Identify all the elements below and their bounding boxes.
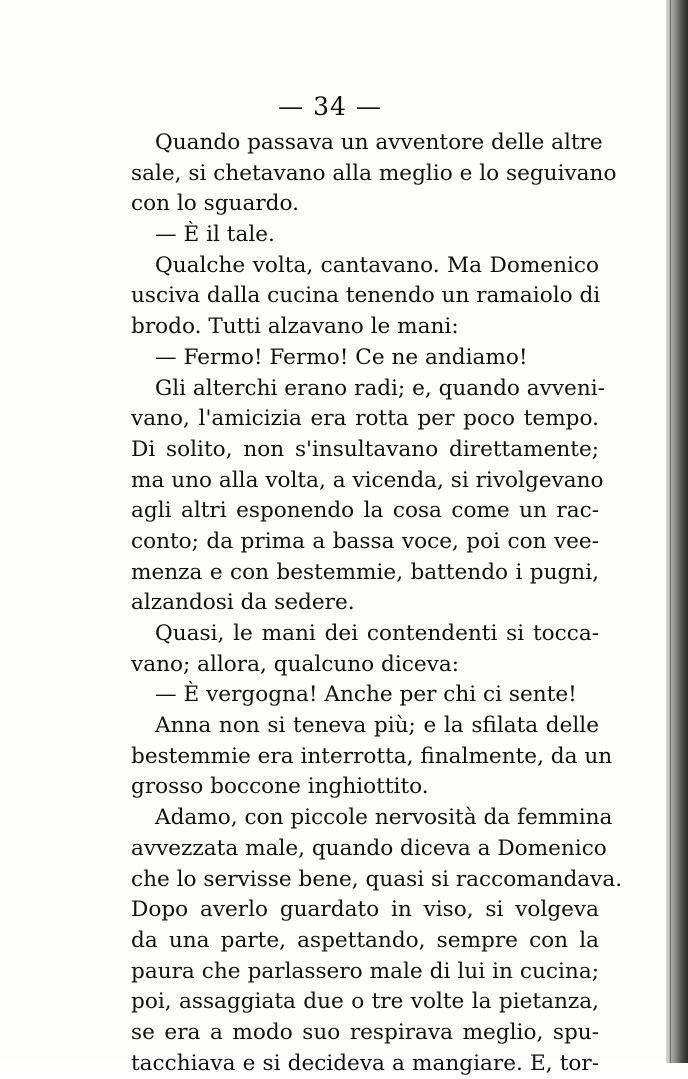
text-line: vano; allora, qualcuno diceva: (131, 651, 459, 677)
text-line: agli altri esponendo la cosa come un rac- (131, 498, 599, 524)
text-line: Di solito, non s'insultavano direttamente; (131, 436, 599, 462)
text-line: Quando passava un avventore delle altre (155, 130, 603, 155)
text-line: brodo. Tutti alzavano le mani: (131, 314, 459, 340)
text-line: Anna non si teneva più; e la sfilata delle (155, 713, 599, 739)
text-line: ma uno alla volta, a vicenda, si rivolgevano (131, 467, 604, 493)
text-line: — È vergogna! Anche per chi ci sente! (155, 682, 577, 708)
text-line: da una parte, aspettando, sempre con la (131, 927, 599, 953)
text-line: Qualche volta, cantavano. Ma Domenico (155, 252, 599, 278)
page-edge (666, 0, 688, 1063)
text-line: grosso boccone inghiottito. (131, 774, 429, 800)
text-line: Adamo, con piccole nervosità da femmina (155, 805, 613, 831)
text-line: se era a modo suo respirava meglio, spu- (131, 1019, 599, 1045)
text-line: tacchiava e si decideva a mangiare. E, tor- (131, 1050, 599, 1076)
text-line: menza e con bestemmie, battendo i pugni, (131, 559, 599, 585)
text-line: — È il tale. (155, 222, 275, 248)
text-line: alzandosi da sedere. (131, 590, 355, 616)
text-line: paura che parlassero male di lui in cucina; (131, 958, 599, 984)
text-line: con lo sguardo. (131, 191, 299, 217)
text-line: — Fermo! Fermo! Ce ne andiamo! (155, 344, 528, 370)
text-line: conto; da prima a bassa voce, poi con vee- (131, 528, 599, 554)
text-line: bestemmie era interrotta, finalmente, da un (131, 743, 613, 769)
text-line: sale, si chetavano alla meglio e lo seguivano (131, 160, 617, 186)
text-line: vano, l'amicizia era rotta per poco tempo. (131, 406, 599, 432)
text-line: Gli alterchi erano radi; e, quando avveni- (155, 375, 605, 401)
text-line: che lo servisse bene, quasi si raccomandava. (131, 866, 623, 892)
body-text (131, 128, 623, 1079)
page-number: — 34 — (278, 92, 382, 121)
text-line: avvezzata male, quando diceva a Domenico (131, 835, 607, 861)
text-line: Dopo averlo guardato in viso, si volgeva (131, 897, 599, 923)
text-line: Quasi, le mani dei contendenti si tocca- (155, 621, 599, 646)
text-line: poi, assaggiata due o tre volte la pietanza, (131, 989, 599, 1015)
text-line: usciva dalla cucina tenendo un ramaiolo di (131, 283, 601, 309)
